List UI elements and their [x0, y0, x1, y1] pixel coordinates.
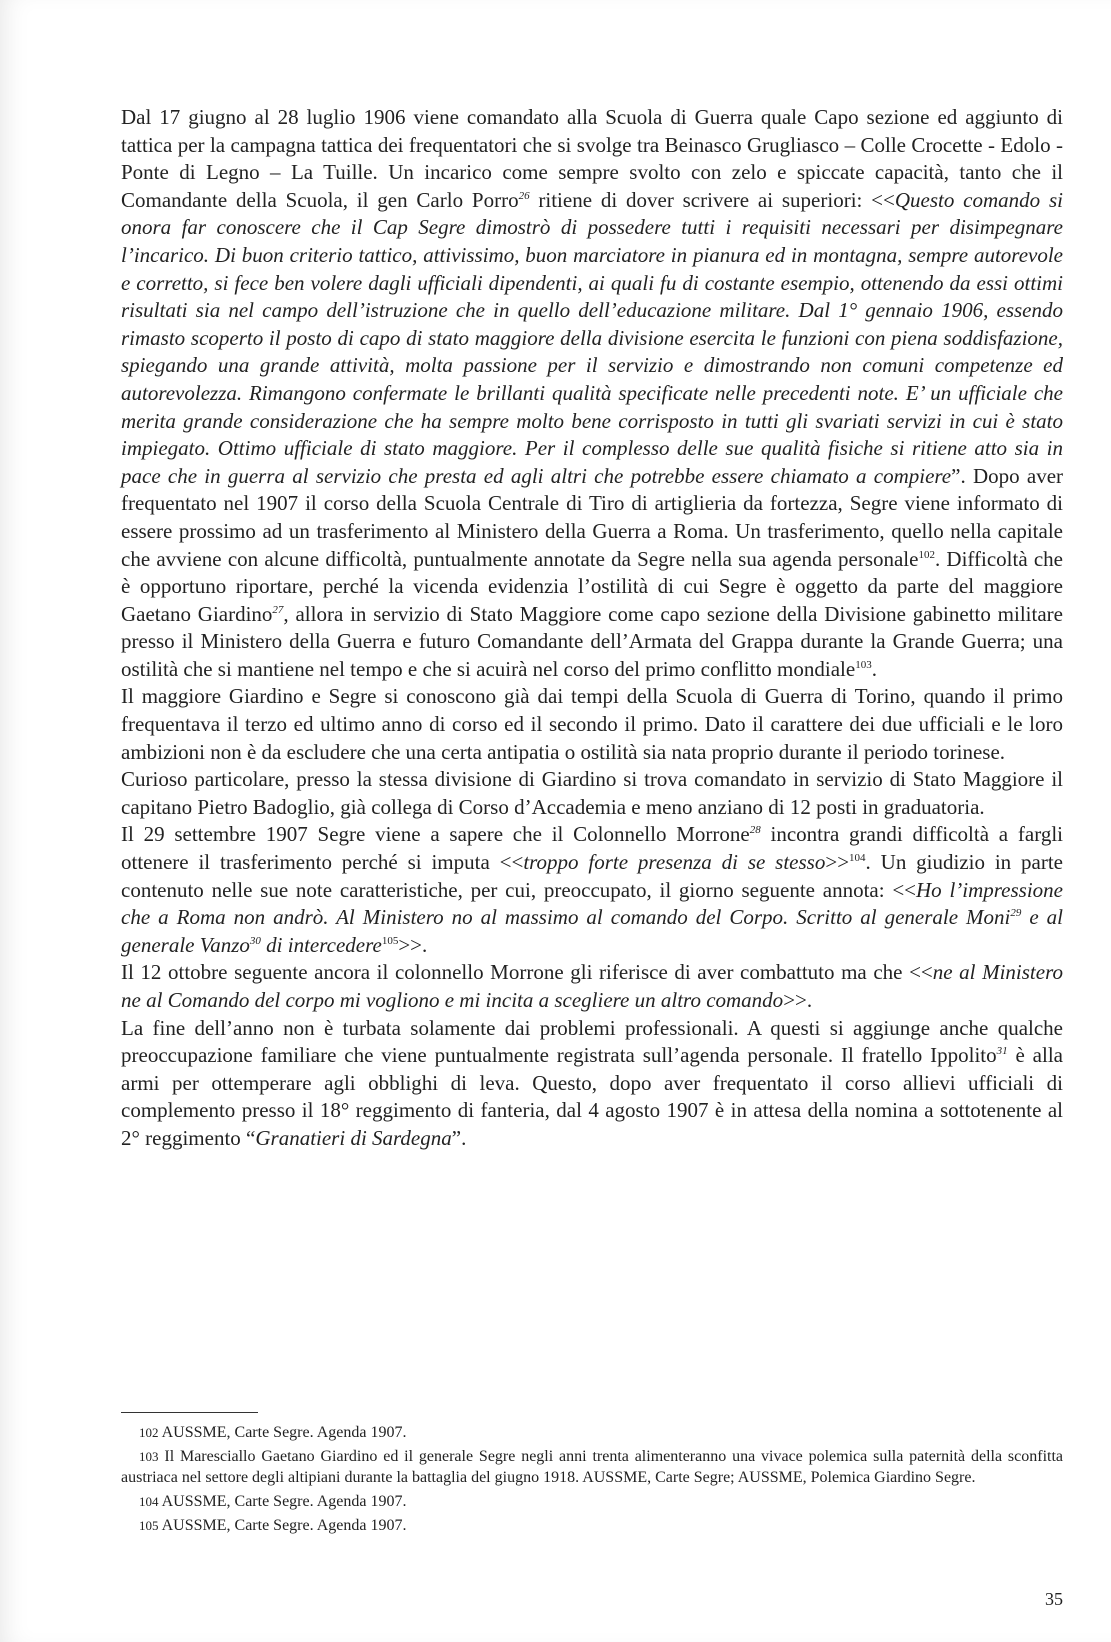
text-run: . Difficoltà che è opportuno riportare, perché la vicenda evidenzia l’ostilità di cui Segre è oggetto da parte del maggiore Gaetano Giardino — [121, 546, 1063, 626]
footnote-text: AUSSME, Carte Segre. Agenda 1907. — [161, 1493, 407, 1510]
footnote-104 — [121, 1491, 1063, 1512]
footnote-102 — [121, 1422, 1063, 1443]
paragraph-5 — [121, 959, 1063, 1014]
paragraph-4 — [121, 821, 1063, 959]
text-run: >>. — [398, 932, 428, 957]
footnote-ref-29: 29 — [1010, 907, 1022, 920]
footnote-ref-103: 103 — [855, 658, 872, 671]
footnote-ref-27: 27 — [272, 603, 284, 616]
footnote-103 — [121, 1446, 1063, 1488]
footnote-number: 103 — [139, 1449, 159, 1464]
quote-agenda: Ho l’impressione che a Roma non andrò. Al Ministero no al massimo al comando del Corpo. Scritto al generale Moni — [121, 877, 1063, 930]
text-run: Dal 17 giugno al 28 luglio 1906 viene comandato alla Scuola di Guerra quale Capo sezione ed aggiunto di tattica per la campagna tattica dei frequentatori che si svolge tra Beinasco Grugliasco – Colle Crocette - Edolo - Ponte di Legno – La Tuille. Un incarico come sempre svolto con zelo e spiccate capacità, tanto che il Comandante della Scuola, il gen Carlo Porro — [121, 105, 1063, 212]
footnote-ref-31: 31 — [996, 1045, 1008, 1058]
footnote-105 — [121, 1515, 1063, 1536]
footnote-text: AUSSME, Carte Segre. Agenda 1907. — [161, 1517, 407, 1534]
text-run: ritiene di dover scrivere ai superiori: << — [529, 187, 895, 212]
footnote-text: Il Maresciallo Gaetano Giardino ed il generale Segre negli anni trenta alimenteranno una vivace polemica sulla paternità della sconfitta austriaca nel settore degli altipiani durante la battaglia del giugno 1918. AUSSME, Carte Segre; AUSSME, Polemica Giardino Segre. — [121, 1448, 1064, 1486]
footnote-number: 104 — [139, 1494, 159, 1509]
text-run: La fine dell’anno non è turbata solamente dai problemi professionali. A questi si aggiunge anche qualche preoccupazione familiare che viene puntualmente registrata sull’agenda personale. Il fratello Ippolito — [121, 1015, 1063, 1068]
text-run: ”. Dopo aver frequentato nel 1907 il corso della Scuola Centrale di Tiro di artiglieria da fortezza, Segre viene informato di essere prossimo ad un trasferimento al Ministero della Guerra a Roma. Un trasferimento, quello nella capitale che avviene con alcune difficoltà, puntualmente annotate da Segre nella sua agenda personale — [121, 463, 1064, 571]
text-run: Il 29 settembre 1907 Segre viene a sapere che il Colonnello Morrone — [121, 822, 750, 847]
footnote-text: AUSSME, Carte Segre. Agenda 1907. — [161, 1424, 407, 1441]
text-run: è alla armi per ottemperare agli obblighi di leva. Questo, dopo aver frequentato il corso allievi ufficiali di complemento presso il 18° reggimento di fanteria, dal 4 agosto 1907 è in attesa della nomina a sottotenente al 2° reggimento “ — [121, 1043, 1063, 1150]
quote-agenda-end: di intercedere — [260, 932, 382, 957]
text-run: incontra grandi difficoltà a fargli ottenere il trasferimento perché si imputa << — [121, 822, 1063, 875]
footnote-ref-28: 28 — [749, 824, 761, 837]
text-run: . — [871, 656, 877, 681]
quote-ministero: ne al Ministero ne al Comando del corpo mi vogliono e mi incita a scegliere un altro comando — [121, 960, 1063, 1012]
page-number: 35 — [1045, 1589, 1063, 1609]
text-run: >> — [825, 850, 850, 875]
quote-porro: Questo comando si onora far conoscere che il Cap Segre dimostrò di possedere tutti i requisiti necessari per disimpegnare l’incarico. Di buon criterio tattico, attivissimo, buon marciatore in pianura ed in montagna, sempre autorevole e corretto, si fece ben volere dagli ufficiali dipendenti, ai quali fu di costante esempio, ottenendo da essi ottimi risultati sia nel campo dell’istruzione che in quello dell’educazione militare. Dal 1° gennaio 1906, essendo rimasto scoperto il posto di capo di stato maggiore della divisione esercita le funzioni con piena soddisfazione, spiegando una grande attività, molta passione per il servizio e dimostrando non comuni competenze ed autorevolezza. Rimangono confermate le brillanti qualità specificate nelle precedenti note. E’ un ufficiale che merita grande considerazione che ha sempre molto bene corrisposto in tutti gli svariati servizi in cui è stato impiegato. Ottimo ufficiale di stato maggiore. Per il complesso delle sue qualità fisiche si ritiene atto sia in pace che in guerra al servizio che presta ed agli altri che potrebbe essere chiamato a compiere — [121, 187, 1063, 488]
footnote-number: 105 — [139, 1518, 159, 1533]
footnote-ref-26: 26 — [518, 189, 530, 202]
main-text — [121, 104, 1063, 1153]
paragraph-3: Curioso particolare, presso la stessa divisione di Giardino si trova comandato in servizio di Stato Maggiore il capitano Pietro Badoglio, già collega di Corso d’Accademia e meno anziano di 12 posti in graduatoria. — [121, 767, 1063, 819]
footnote-ref-105: 105 — [381, 934, 399, 947]
quote-morrone: troppo forte presenza di se stesso — [523, 850, 826, 875]
text-run: Il 12 ottobre seguente ancora il colonnello Morrone gli riferisce di aver combattuto ma che << — [121, 960, 933, 985]
quote-agenda-cont: e al generale Vanzo — [121, 905, 1064, 957]
footnote-ref-30: 30 — [249, 934, 261, 947]
footnote-ref-104: 104 — [849, 852, 866, 865]
footnote-separator — [121, 1412, 258, 1413]
footnote-ref-102: 102 — [918, 548, 935, 561]
paragraph-1 — [121, 104, 1063, 683]
footnotes — [121, 1422, 1063, 1539]
text-run: , allora in servizio di Stato Maggiore come capo sezione della Divisione gabinetto militare presso il Ministero della Guerra e futuro Comandante dell’Armata del Grappa durante la Grande Guerra; una ostilità che si mantiene nel tempo e che si acuirà nel corso del primo conflitto mondiale — [121, 601, 1063, 681]
text-run: ”. — [451, 1125, 467, 1150]
paragraph-2: Il maggiore Giardino e Segre si conoscono già dai tempi della Scuola di Guerra di Torino, quando il primo frequentava il terzo ed ultimo anno di corso ed il secondo il primo. Dato il carattere dei due ufficiali e le loro ambizioni non è da escludere che una certa antipatia o ostilità sia nata proprio durante il periodo torinese. — [121, 684, 1063, 764]
paragraph-6 — [121, 1015, 1063, 1153]
footnote-number: 102 — [139, 1425, 159, 1440]
regiment-name: Granatieri di Sardegna — [255, 1125, 452, 1150]
text-run: >>. — [783, 988, 813, 1012]
text-run: . Un giudizio in parte contenuto nelle sue note caratteristiche, per cui, preoccupato, il giorno seguente annota: << — [121, 850, 1063, 902]
